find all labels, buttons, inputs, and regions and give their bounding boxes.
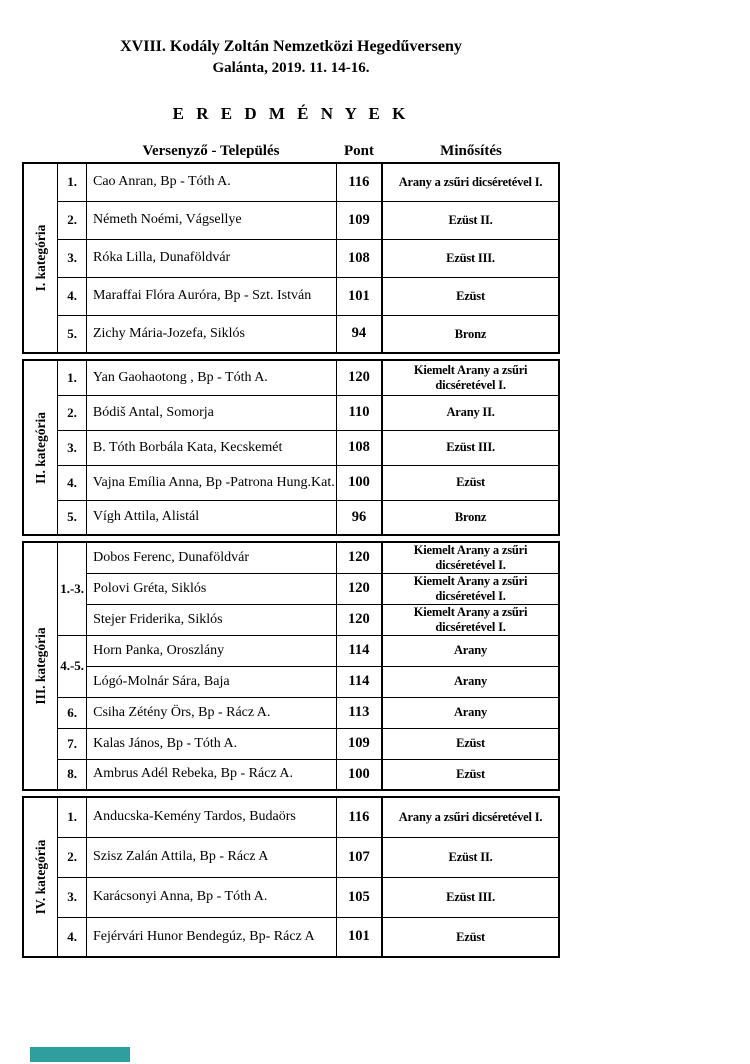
points-cell: 100 <box>336 465 382 500</box>
qualification-cell: Arany <box>382 635 559 666</box>
points-cell: 100 <box>336 759 382 790</box>
table-row <box>23 728 559 759</box>
category-4-table <box>22 796 560 958</box>
points-cell: 116 <box>336 797 382 837</box>
competitor-cell: Zichy Mária-Jozefa, Siklós <box>86 315 336 353</box>
table-row <box>23 917 559 957</box>
rank-cell: 3. <box>58 877 87 917</box>
points-cell: 96 <box>336 500 382 535</box>
competitor-cell: Lógó-Molnár Sára, Baja <box>87 666 337 697</box>
qualification-cell: Kiemelt Arany a zsűri dicséretével I. <box>382 573 559 604</box>
table-row <box>23 635 559 666</box>
rank-cell: 1. <box>58 797 87 837</box>
page-subtitle: Galánta, 2019. 11. 14-16. <box>212 60 370 76</box>
qualification-cell: Ezüst <box>382 728 559 759</box>
rank-cell: 8. <box>58 759 87 790</box>
table-row <box>23 395 559 430</box>
rank-cell: 6. <box>58 697 87 728</box>
points-cell: 120 <box>336 573 382 604</box>
table-row <box>23 500 559 535</box>
competitor-cell: Cao Anran, Bp - Tóth A. <box>86 163 336 201</box>
competitor-cell: B. Tóth Borbála Kata, Kecskemét <box>86 430 336 465</box>
category-3-table <box>22 541 560 791</box>
points-cell: 105 <box>336 877 382 917</box>
rank-cell: 4. <box>58 277 87 315</box>
competitor-cell: Horn Panka, Oroszlány <box>87 635 337 666</box>
competitor-cell: Vígh Attila, Alistál <box>86 500 336 535</box>
qualification-cell: Ezüst <box>382 917 559 957</box>
table-row <box>23 163 559 201</box>
qualification-cell: Arany <box>382 697 559 728</box>
rank-cell: 2. <box>58 395 87 430</box>
table-row <box>23 465 559 500</box>
competitor-cell: Csiha Zétény Örs, Bp - Rácz A. <box>87 697 337 728</box>
competitor-cell: Polovi Gréta, Siklós <box>87 573 337 604</box>
rank-cell: 4. <box>58 917 87 957</box>
qualification-cell: Ezüst <box>382 465 559 500</box>
table-row <box>23 201 559 239</box>
points-cell: 109 <box>336 728 382 759</box>
points-cell: 109 <box>336 201 382 239</box>
competitor-cell: Fejérvári Hunor Bendegúz, Bp- Rácz A <box>86 917 336 957</box>
competitor-cell: Kalas János, Bp - Tóth A. <box>87 728 337 759</box>
category-label-cell <box>23 163 58 353</box>
table-row <box>23 430 559 465</box>
qualification-cell: Kiemelt Arany a zsűri dicséretével I. <box>382 360 559 395</box>
table-row <box>23 877 559 917</box>
accent-color-bar <box>30 1047 130 1062</box>
qualification-cell: Ezüst II. <box>382 201 559 239</box>
rank-cell: 2. <box>58 837 87 877</box>
table-row <box>23 666 559 697</box>
rank-cell: 2. <box>58 201 87 239</box>
rank-cell: 5. <box>58 315 87 353</box>
points-cell: 94 <box>336 315 382 353</box>
category-2-table <box>22 359 560 536</box>
category-label: I. kategória <box>32 224 48 292</box>
table-row <box>23 797 559 837</box>
qualification-cell: Arany a zsűri dicséretével I. <box>382 797 559 837</box>
rank-cell: 5. <box>58 500 87 535</box>
qualification-cell: Arany II. <box>382 395 559 430</box>
rank-cell: 1. <box>58 163 87 201</box>
competitor-cell: Szisz Zalán Attila, Bp - Rácz A <box>86 837 336 877</box>
table-row <box>23 360 559 395</box>
table-row <box>23 573 559 604</box>
rank-cell: 3. <box>58 430 87 465</box>
table-row <box>23 277 559 315</box>
qualification-cell: Kiemelt Arany a zsűri dicséretével I. <box>382 542 559 573</box>
category-label: IV. kategória <box>32 839 48 915</box>
points-cell: 108 <box>336 430 382 465</box>
category-label: III. kategória <box>32 627 48 705</box>
category-label: II. kategória <box>32 411 48 484</box>
competitor-cell: Ambrus Adél Rebeka, Bp - Rácz A. <box>87 759 337 790</box>
competitor-cell: Róka Lilla, Dunaföldvár <box>86 239 336 277</box>
competitor-cell: Stejer Friderika, Siklós <box>87 604 337 635</box>
qualification-cell: Ezüst III. <box>382 877 559 917</box>
qualification-cell: Ezüst <box>382 759 559 790</box>
header-points: Pont <box>344 143 374 159</box>
table-row <box>23 837 559 877</box>
competitor-cell: Vajna Emília Anna, Bp -Patrona Hung.Kat. <box>86 465 336 500</box>
header-qualification: Minősítés <box>440 143 502 159</box>
rank-cell: 4. <box>58 465 87 500</box>
competitor-cell: Yan Gaohaotong , Bp - Tóth A. <box>86 360 336 395</box>
qualification-cell: Ezüst II. <box>382 837 559 877</box>
qualification-cell: Bronz <box>382 500 559 535</box>
table-row <box>23 542 559 573</box>
rank-group-cell: 4.-5. <box>58 635 87 697</box>
table-row <box>23 239 559 277</box>
table-header-row <box>22 139 560 160</box>
points-cell: 107 <box>336 837 382 877</box>
competitor-cell: Anducska-Kemény Tardos, Budaörs <box>86 797 336 837</box>
competitor-cell: Bódiš Antal, Somorja <box>86 395 336 430</box>
points-cell: 101 <box>336 277 382 315</box>
points-cell: 101 <box>336 917 382 957</box>
points-cell: 113 <box>336 697 382 728</box>
competitor-cell: Németh Noémi, Vágsellye <box>86 201 336 239</box>
page-title: XVIII. Kodály Zoltán Nemzetközi Hegedűverseny <box>120 38 462 55</box>
qualification-cell: Ezüst III. <box>382 430 559 465</box>
header-competitor: Versenyző - Település <box>142 143 280 159</box>
points-cell: 120 <box>336 542 382 573</box>
category-label-cell <box>23 797 58 957</box>
rank-cell: 3. <box>58 239 87 277</box>
table-row <box>23 697 559 728</box>
table-row <box>23 759 559 790</box>
points-cell: 120 <box>336 360 382 395</box>
rank-cell: 7. <box>58 728 87 759</box>
qualification-cell: Ezüst <box>382 277 559 315</box>
category-label-cell <box>23 542 58 790</box>
qualification-cell: Arany <box>382 666 559 697</box>
rank-cell: 1. <box>58 360 87 395</box>
results-heading: E R E D M É N Y E K <box>172 104 410 123</box>
points-cell: 114 <box>336 635 382 666</box>
points-cell: 114 <box>336 666 382 697</box>
rank-group-cell: 1.-3. <box>58 542 87 635</box>
competitor-cell: Dobos Ferenc, Dunaföldvár <box>87 542 337 573</box>
competitor-cell: Maraffai Flóra Auróra, Bp - Szt. István <box>86 277 336 315</box>
points-cell: 108 <box>336 239 382 277</box>
qualification-cell: Bronz <box>382 315 559 353</box>
qualification-cell: Arany a zsűri dicséretével I. <box>382 163 559 201</box>
category-1-table <box>22 162 560 354</box>
points-cell: 116 <box>336 163 382 201</box>
competitor-cell: Karácsonyi Anna, Bp - Tóth A. <box>86 877 336 917</box>
points-cell: 110 <box>336 395 382 430</box>
table-row <box>23 315 559 353</box>
category-label-cell <box>23 360 58 535</box>
qualification-cell: Kiemelt Arany a zsűri dicséretével I. <box>382 604 559 635</box>
points-cell: 120 <box>336 604 382 635</box>
table-row <box>23 604 559 635</box>
qualification-cell: Ezüst III. <box>382 239 559 277</box>
